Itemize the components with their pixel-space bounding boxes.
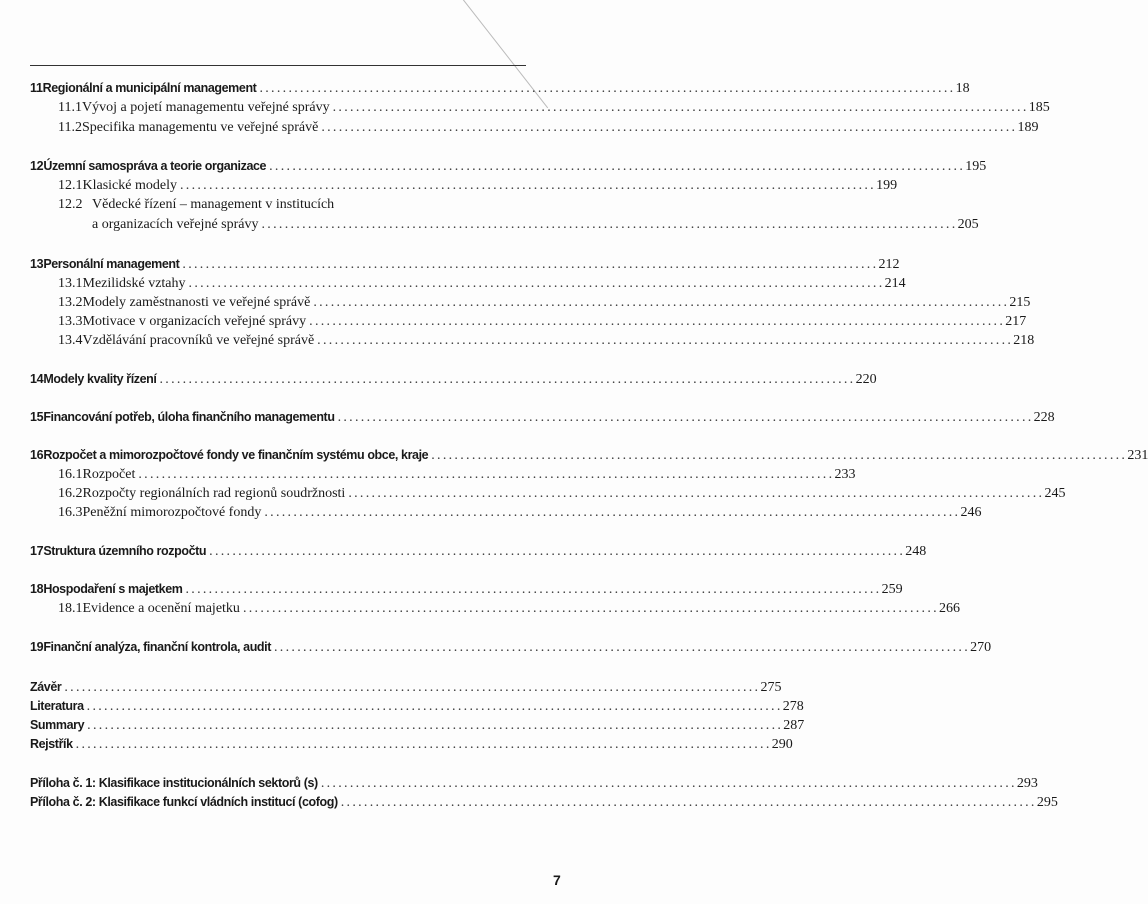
dot-leader [262,217,955,233]
toc-entry [30,544,927,563]
dot-leader [431,448,1124,464]
dot-leader [264,505,957,521]
toc-entry-title: Rozpočet [82,467,136,482]
toc-entry [30,640,992,659]
toc-entry [30,120,1039,139]
toc-entry [30,197,557,216]
toc-entry [30,795,1058,814]
toc-entry-number: 12 [30,159,44,173]
toc-entry-title: Rejstřík [30,737,73,751]
toc-entry-number: 13.3 [58,314,83,329]
toc-entry-number: 16.1 [58,467,83,482]
toc-entry-title: Klasické modely [82,178,177,193]
toc-entry-number: 12.1 [58,178,83,193]
toc-entry-page: 233 [834,467,856,482]
toc-entry-number: 19 [30,640,44,654]
toc-entry-page: 278 [782,699,804,714]
toc-entry-title: Příloha č. 2: Klasifikace funkcí vládních institucí (cofog) [30,795,338,809]
toc-entry [30,178,898,197]
toc-entry [30,680,782,699]
toc-entry [30,81,970,100]
toc-entry-title: Financování potřeb, úloha finančního managementu [43,410,335,424]
toc-entry-page: 18 [955,81,970,96]
dot-leader [76,737,769,753]
dot-leader [209,544,902,560]
dot-leader [87,699,780,715]
toc-entry [30,276,906,295]
dot-leader [269,159,962,175]
dot-leader [317,333,1010,349]
header-rule [30,65,526,66]
dot-leader [333,100,1026,116]
dot-leader [341,795,1034,811]
toc-entry-title: Vědecké řízení – management v institucích [92,197,335,212]
toc-entry-page: 275 [760,680,782,695]
dot-leader [87,718,780,734]
toc-entry-title: Struktura územního rozpočtu [43,544,207,558]
toc-entry-page: 185 [1028,100,1050,115]
dot-leader [338,410,1031,426]
toc-entry-number: 12.2 [58,197,83,212]
dot-leader [138,467,831,483]
toc-entry-page: 228 [1033,410,1055,425]
toc-entry-title: a organizacích veřejné správy [92,217,259,232]
toc-entry [30,486,1066,505]
toc-entry [30,776,1038,795]
toc-entry-page: 290 [771,737,793,752]
toc-entry-title: Vývoj a pojetí managementu veřejné správy [81,100,330,115]
toc-entry-page: 245 [1044,486,1066,501]
toc-entry-page: 246 [960,505,982,520]
toc-entry-title: Specifika managementu ve veřejné správě [81,120,319,135]
toc-entry-number: 17 [30,544,44,558]
toc-entry-page: 295 [1036,795,1058,810]
toc-entry-number: 13.4 [58,333,83,348]
toc-entry [30,467,856,486]
toc-entry-title: Motivace v organizacích veřejné správy [82,314,307,329]
toc-entry-page: 195 [965,159,987,174]
toc-entry-page: 259 [881,582,903,597]
toc-entry-title: Rozpočet a mimorozpočtové fondy ve finančním systému obce, kraje [43,448,429,462]
toc-entry [30,448,1148,467]
toc-entry-number: 11 [30,81,43,95]
toc-entry-title: Personální management [43,257,180,271]
toc-entry-number: 18 [30,582,44,596]
dot-leader [309,314,1002,330]
dot-leader [182,257,875,273]
toc-entry-page: 214 [884,276,906,291]
toc-entry-title: Rozpočty regionálních rad regionů soudržnosti [82,486,346,501]
dot-leader [313,295,1006,311]
toc-entry-title: Literatura [30,699,84,713]
toc-entry-number: 16.3 [58,505,83,520]
dot-leader [189,276,882,292]
dot-leader [321,776,1014,792]
toc-entry [30,718,805,737]
toc-entry [30,410,1055,429]
toc-entry [30,372,877,391]
toc-entry-number: 14 [30,372,44,386]
toc-entry-title: Modely zaměstnanosti ve veřejné správě [82,295,311,310]
dot-leader [243,601,936,617]
toc-entry-page: 215 [1009,295,1031,310]
toc-entry [30,295,1031,314]
toc-entry-number: 11.2 [58,120,82,135]
toc-entry-number: 11.1 [58,100,82,115]
toc-entry-page: 270 [970,640,992,655]
dot-leader [159,372,852,388]
toc-entry-page: 220 [855,372,877,387]
dot-leader [64,680,757,696]
dot-leader [259,81,952,97]
toc-entry-number: 16 [30,448,44,462]
toc-entry [30,100,1050,119]
toc-entry-page: 205 [957,217,979,232]
toc-entry [30,257,900,276]
page-number: 7 [553,872,561,888]
toc-entry-title: Vzdělávání pracovníků ve veřejné správě [82,333,315,348]
toc-entry [30,314,1027,333]
toc-entry-number: 18.1 [58,601,83,616]
toc-entry [30,699,804,718]
toc-entry [30,217,979,236]
toc-entry-number: 15 [30,410,44,424]
toc-entry-title: Regionální a municipální management [42,81,257,95]
dot-leader [321,120,1014,136]
toc-entry-page: 217 [1005,314,1027,329]
toc-entry-page: 248 [905,544,927,559]
toc-entry-title: Územní samospráva a teorie organizace [43,159,267,173]
dot-leader [348,486,1041,502]
toc-entry-title: Finanční analýza, finanční kontrola, audit [43,640,271,654]
toc-entry-number: 13 [30,257,44,271]
dot-leader [185,582,878,598]
toc-entry-title: Hospodaření s majetkem [43,582,183,596]
toc-entry-title: Závěr [30,680,62,694]
toc-entry-page: 212 [878,257,900,272]
toc-entry [30,582,903,601]
toc-entry [30,737,793,756]
toc-entry-title: Modely kvality řízení [43,372,157,386]
toc-entry-page: 218 [1013,333,1035,348]
toc-entry-title: Příloha č. 1: Klasifikace institucionálních sektorů (s) [30,776,318,790]
toc-entry-title: Peněžní mimorozpočtové fondy [82,505,262,520]
toc-entry-title: Evidence a ocenění majetku [82,601,240,616]
toc-entry-number: 13.1 [58,276,83,291]
toc-entry-page: 189 [1017,120,1039,135]
toc-entry-title: Mezilidské vztahy [82,276,186,291]
toc-entry [30,159,987,178]
toc-entry-page: 287 [783,718,805,733]
toc-entry-page: 199 [876,178,898,193]
dot-leader [180,178,873,194]
toc-entry [30,505,982,524]
toc-entry-number: 16.2 [58,486,83,501]
toc-entry-page: 293 [1016,776,1038,791]
dot-leader [274,640,967,656]
toc-entry [30,601,961,620]
toc-entry-page: 266 [939,601,961,616]
toc-entry-page: 231 [1127,448,1148,463]
toc-entry-number: 13.2 [58,295,83,310]
toc-entry [30,333,1035,352]
toc-entry-title: Summary [30,718,85,732]
